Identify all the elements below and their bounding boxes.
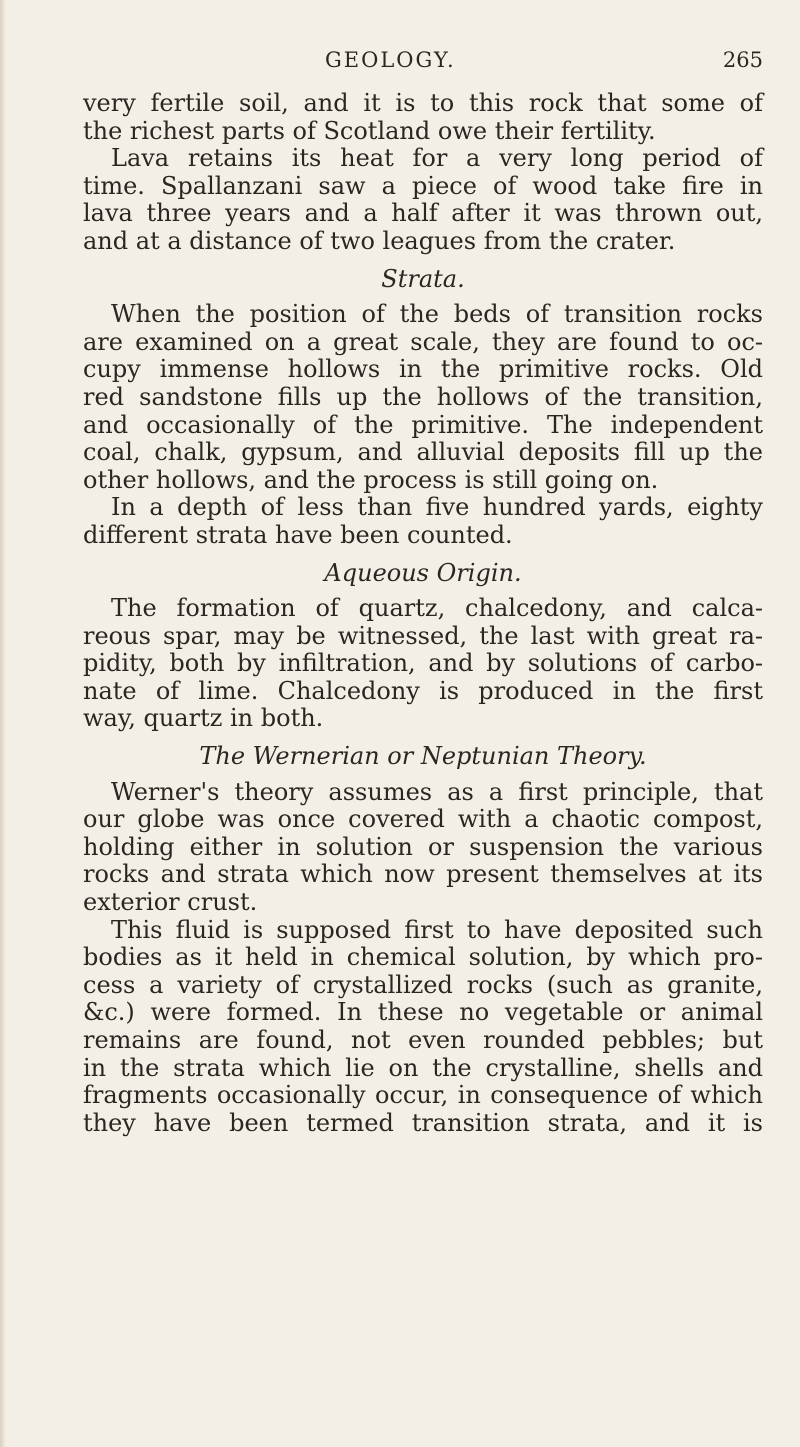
page-header [83,48,763,82]
section-intro [83,90,763,256]
text-line: nate of lime. Chalcedony is produced in the first [83,676,763,705]
text-line: &c.) were formed. In these no vegetable or animal [83,998,763,1027]
text-line: bodies as it held in chemical solution, by which pro- [83,943,763,972]
running-head: GEOLOGY. [325,48,456,72]
paragraph [83,917,763,1138]
text-line: cess a variety of crystallized rocks (such as granite, [83,970,763,999]
text-line: This fluid is supposed first to have deposited such [111,915,763,944]
paragraph [83,494,763,549]
text-line: are examined on a great scale, they are found to oc- [83,327,763,356]
text-line: different strata have been counted. [83,520,513,549]
text-line: the richest parts of Scotland owe their fertility. [83,116,656,145]
text-line: in the strata which lie on the crystalline, shells and [83,1053,763,1082]
text-line: time. Spallanzani saw a piece of wood take fire in [83,171,763,200]
text-line: exterior crust. [83,888,258,917]
text-line: red sandstone fills up the hollows of the transition, [83,382,763,411]
body-text [83,90,763,1137]
section-strata [83,301,763,549]
text-line: In a depth of less than five hundred yards, eighty [111,493,763,522]
paragraph [83,301,763,494]
section-wernerian-theory [83,779,763,1138]
text-line: Lava retains its heat for a very long period of [111,144,763,173]
text-line: coal, chalk, gypsum, and alluvial deposits fill up the [83,438,763,467]
section-aqueous-origin [83,595,763,733]
text-line: and occasionally of the primitive. The independent [83,410,763,439]
text-line: lava three years and a half after it was thrown out, [83,199,763,228]
paragraph [83,595,763,733]
text-line: our globe was once covered with a chaotic compost, [83,805,763,834]
text-line: way, quartz in both. [83,704,324,733]
text-line: very fertile soil, and it is to this rock that some of [83,89,763,117]
text-line: cupy immense hollows in the primitive rocks. Old [83,355,763,384]
text-line: When the position of the beds of transition rocks [111,300,763,329]
text-line: fragments occasionally occur, in consequence of which [83,1081,763,1110]
section-heading: Aqueous Origin. [324,558,522,587]
text-line: and at a distance of two leagues from the crater. [83,226,676,255]
text-line: Werner's theory assumes as a first principle, that [111,777,763,806]
text-line: The formation of quartz, chalcedony, and calca- [111,594,763,623]
text-line: rocks and strata which now present themselves at its [83,860,763,889]
text-line: they have been termed transition strata, and it is [83,1108,763,1137]
paragraph [83,145,763,255]
page-edge [0,0,6,1447]
paragraph [83,779,763,917]
section-heading: The Wernerian or Neptunian Theory. [199,742,647,771]
text-line: other hollows, and the process is still going on. [83,465,659,494]
page-number: 265 [722,48,763,72]
text-line: reous spar, may be witnessed, the last with great ra- [83,621,763,650]
text-line: holding either in solution or suspension the various [83,832,763,861]
paragraph [83,90,763,145]
text-line: pidity, both by infiltration, and by solutions of carbo- [83,649,763,678]
section-heading: Strata. [381,264,465,293]
text-line: remains are found, not even rounded pebbles; but [83,1026,763,1054]
